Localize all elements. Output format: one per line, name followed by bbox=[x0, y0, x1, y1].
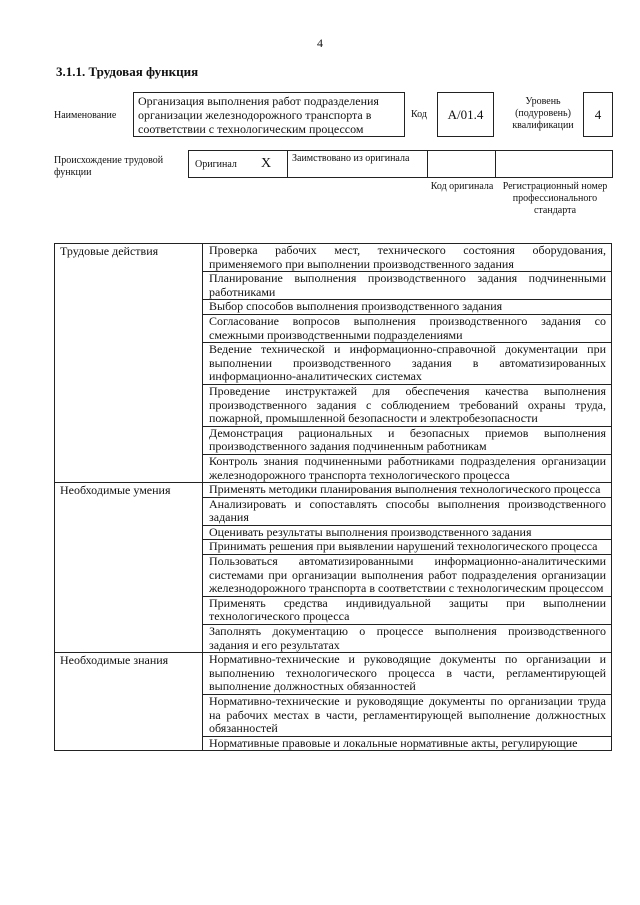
registration-caption: Регистрационный номер профессионального стандарта bbox=[502, 181, 608, 216]
action-item: Планирование выполнения производственного задания подчиненными работниками bbox=[203, 272, 612, 300]
action-item: Контроль знания подчиненными работниками подразделения организации железнодорожного транспорта технологического процесса bbox=[203, 454, 612, 482]
section-label-knowledge: Необходимые знания bbox=[55, 653, 203, 751]
page-number: 4 bbox=[317, 36, 323, 50]
action-item: Демонстрация рациональных и безопасных приемов выполнения производственного задания подчиненным работникам bbox=[203, 426, 612, 454]
action-item: Выбор способов выполнения производственного задания bbox=[203, 300, 612, 315]
origin-label: Происхождение трудовой функции bbox=[54, 155, 164, 178]
knowledge-item: Нормативно-технические и руководящие документы по организации труда на рабочих местах в части, регламентирующей выполнение должностных обязанностей bbox=[203, 695, 612, 737]
code-caption: Код оригинала bbox=[430, 181, 494, 192]
table-row bbox=[55, 653, 612, 695]
skill-item: Заполнять документацию о процессе выполнения производственного задания и его результатах bbox=[203, 625, 612, 653]
skill-item: Анализировать и сопоставлять способы выполнения производственного задания bbox=[203, 497, 612, 525]
skill-item: Применять методики планирования выполнения технологического процесса bbox=[203, 483, 612, 498]
action-item: Согласование вопросов выполнения производственного задания со смежными производственными подразделениями bbox=[203, 314, 612, 342]
original-box bbox=[188, 150, 288, 178]
skill-item: Принимать решения при выявлении нарушений технологического процесса bbox=[203, 540, 612, 555]
section-label-skills: Необходимые умения bbox=[55, 483, 203, 653]
knowledge-item: Нормативно-технические и руководящие документы по организации и выполнению технологического процесса в части, регламентирующей выполнение должностных обязанностей bbox=[203, 653, 612, 695]
knowledge-item: Нормативные правовые и локальные нормативные акты, регулирующие bbox=[203, 736, 612, 751]
action-item: Проверка рабочих мест, технического состояния оборудования, применяемого при выполнении производственного задания bbox=[203, 244, 612, 272]
code-label: Код bbox=[411, 109, 427, 120]
skill-item: Оценивать результаты выполнения производственного задания bbox=[203, 525, 612, 540]
name-label: Наименование bbox=[54, 110, 117, 121]
level-box bbox=[583, 92, 613, 137]
borrowed-label: Заимствовано из оригинала bbox=[292, 153, 410, 164]
table-row bbox=[55, 483, 612, 498]
original-label: Оригинал bbox=[195, 159, 237, 170]
function-name-box bbox=[133, 92, 405, 137]
level-value: 4 bbox=[594, 106, 602, 122]
code-value: А/01.4 bbox=[447, 106, 484, 122]
function-name: Организация выполнения работ подразделения организации железнодорожного транспорта в соответствии с технологическим процессом bbox=[138, 94, 379, 136]
borrowed-box bbox=[287, 150, 428, 178]
level-label: Уровень (подуровень) квалификации bbox=[512, 96, 574, 131]
original-mark: X bbox=[261, 156, 272, 171]
skill-item: Применять средства индивидуальной защиты при выполнении технологического процесса bbox=[203, 596, 612, 624]
table-row bbox=[55, 244, 612, 272]
section-title: 3.1.1. Трудовая функция bbox=[56, 64, 199, 79]
action-item: Проведение инструктажей для обеспечения качества выполнения производственного задания с соблюдением требований охраны труда, пожарной, промышленной безопасности и электробезопасности bbox=[203, 384, 612, 426]
action-item: Ведение технической и информационно-справочной документации при выполнении производственного задания в автоматизированных информационно-аналитических системах bbox=[203, 343, 612, 385]
skill-item: Пользоваться автоматизированными информационно-аналитическими системами при организации выполнения работ подразделения организации железнодорожного транспорта в соответствии с технологическим процессом bbox=[203, 555, 612, 597]
original-code-box bbox=[427, 150, 496, 178]
code-box bbox=[437, 92, 494, 137]
section-label-actions: Трудовые действия bbox=[55, 244, 203, 483]
function-details-table bbox=[54, 243, 612, 751]
registration-number-box bbox=[495, 150, 613, 178]
